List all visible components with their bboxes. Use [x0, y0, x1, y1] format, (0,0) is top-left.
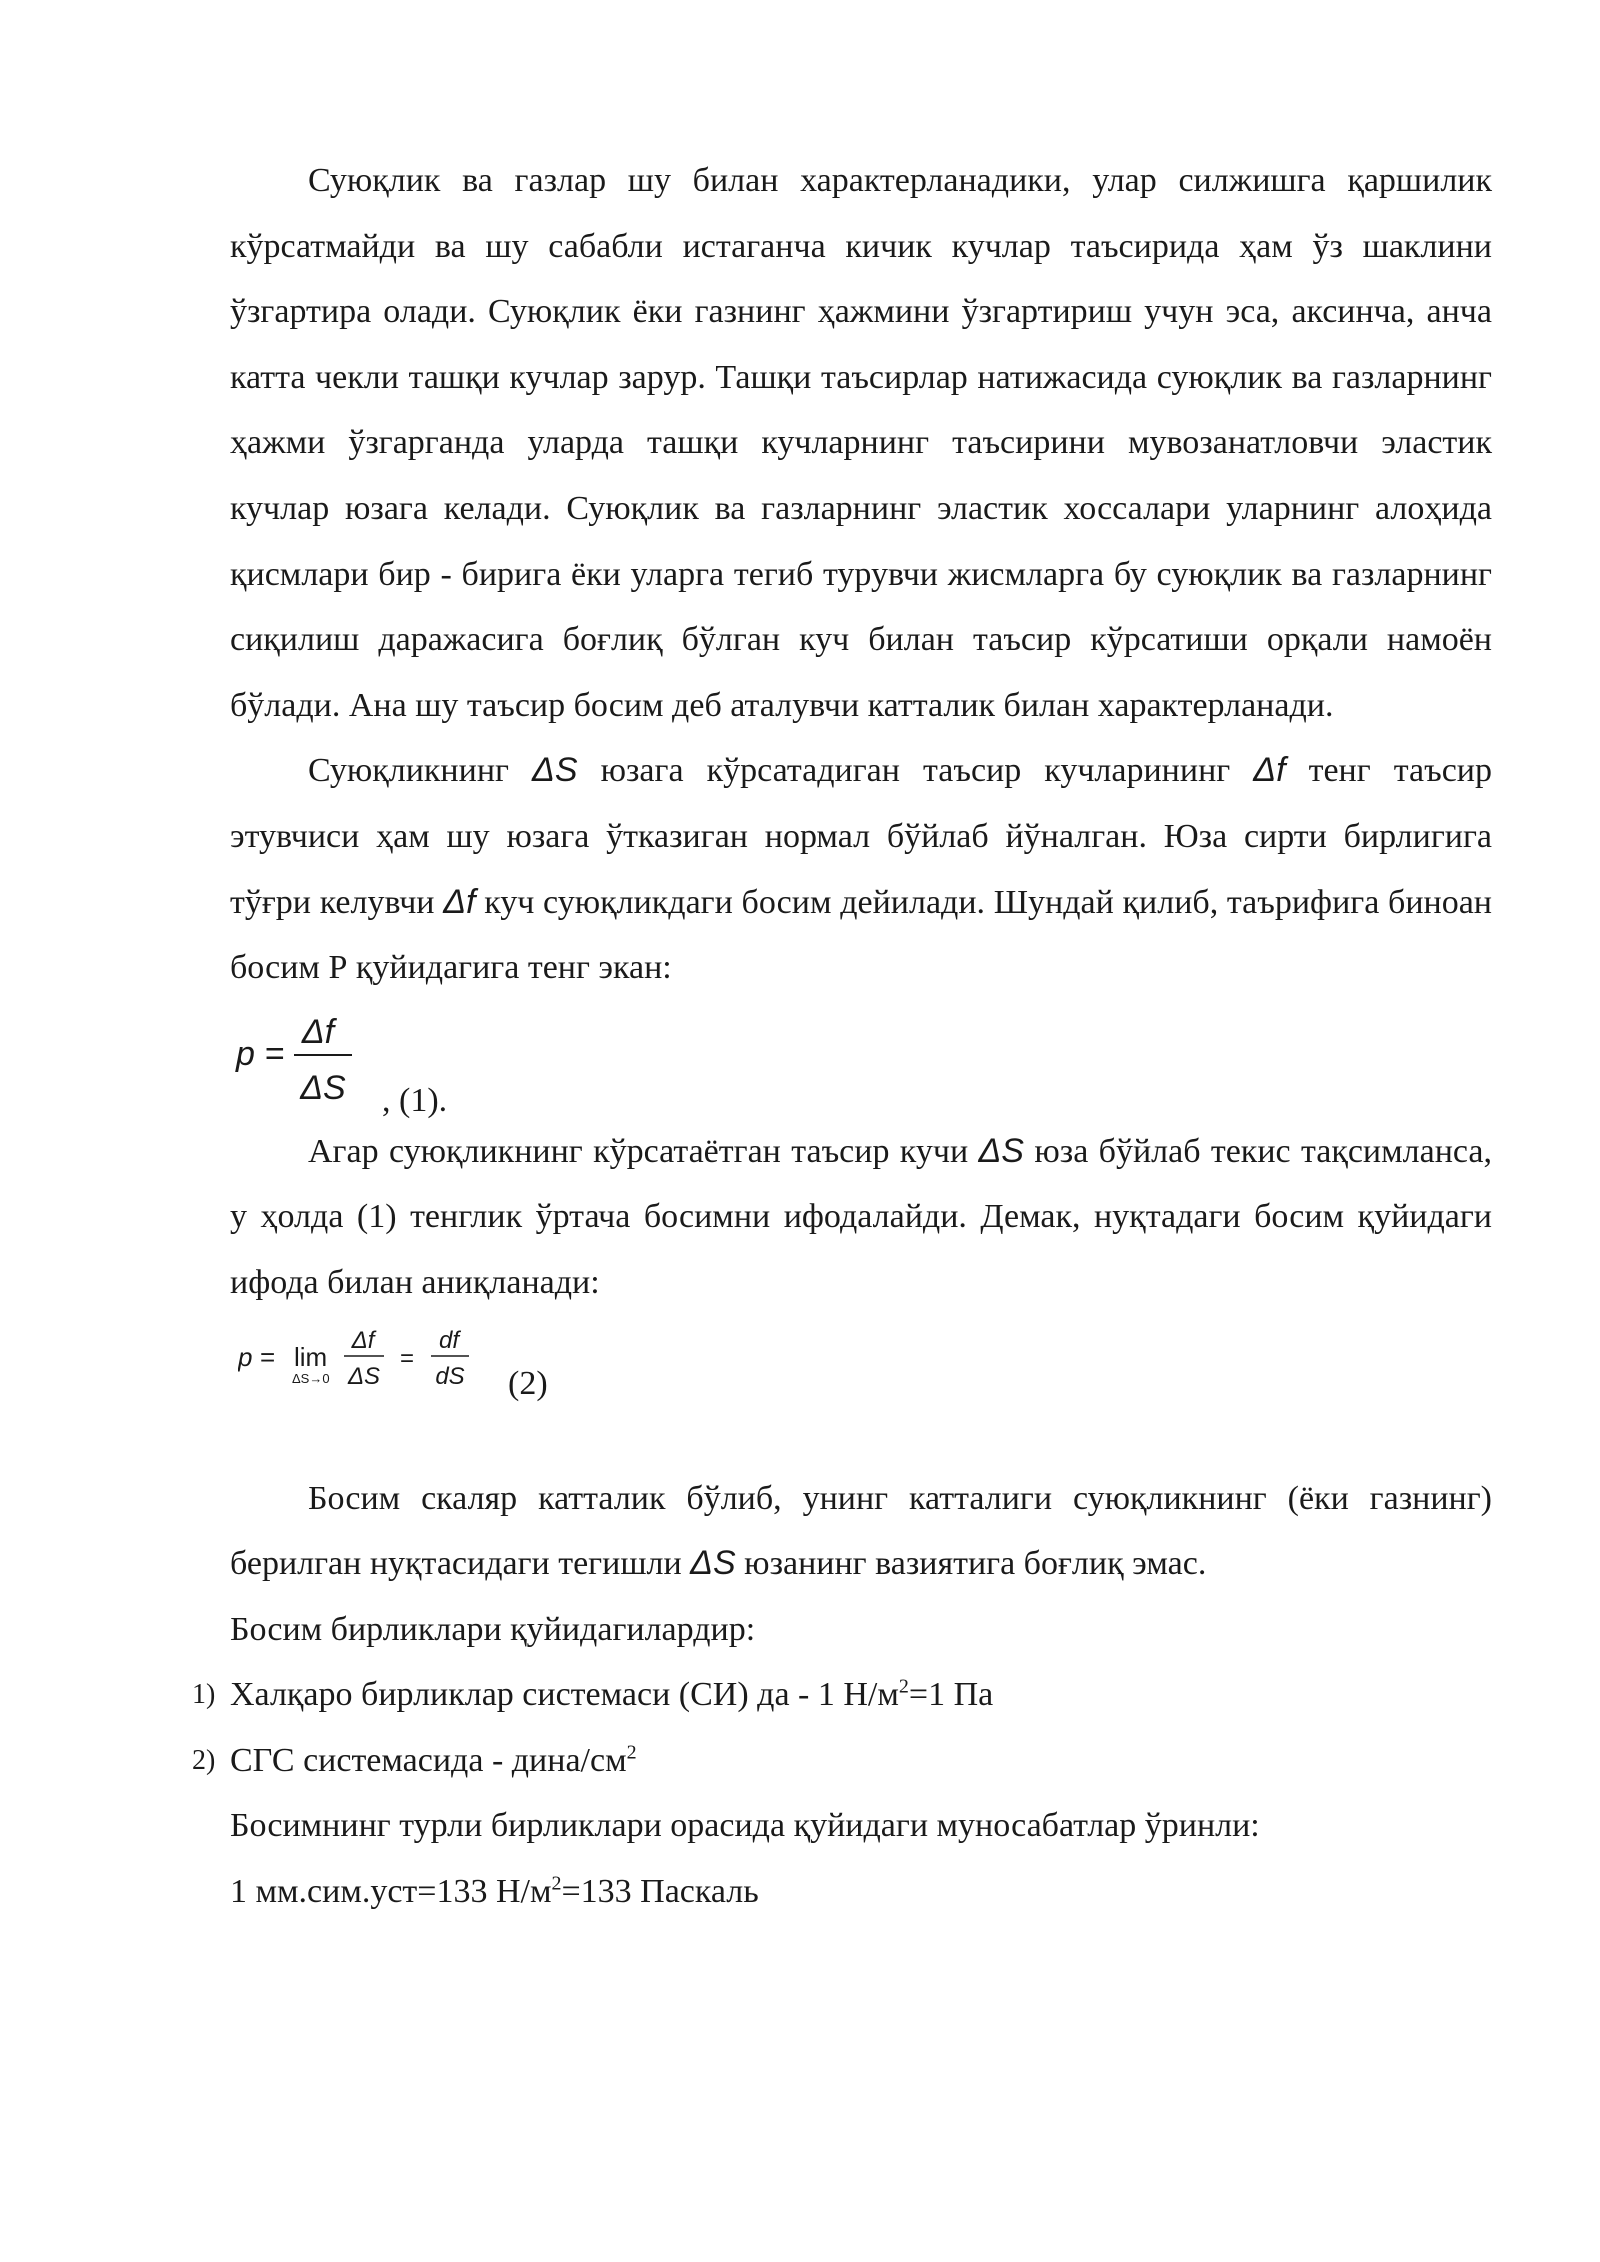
paragraph-average-pressure [230, 1119, 1492, 1316]
formula-1-number: , (1). [382, 1081, 448, 1119]
text-segment: тенг таъсир этувчиси ҳам шу юзага ўтказиган нормал бўйлаб йўналган. Юза сирти бирлигига тўғри келувчи [230, 752, 1492, 921]
formula-2 [230, 1316, 1492, 1438]
list-text-tail: =1 Па [908, 1676, 994, 1714]
lim-operator: lim [294, 1341, 328, 1372]
text-segment: юзанинг вазиятига боғлиқ эмас. [744, 1545, 1207, 1583]
list-number: 1) [192, 1679, 216, 1711]
formula-2-num1: Δf [351, 1326, 375, 1354]
formula-1 [230, 1001, 1492, 1119]
relation-tail: =133 Паскаль [561, 1873, 759, 1911]
superscript: 2 [898, 1675, 909, 1698]
document-body [192, 148, 1492, 1925]
paragraph-fluids-intro: Суюқлик ва газлар шу билан характерланадики, улар силжишга қаршилик кўрсатмайди ва шу сабабли истаганча кичик кучлар таъсирида ҳам ўз шаклини ўзгартира олади. Суюқлик ёки газнинг ҳажмини ўзгартириш учун эса, аксинча, анча катта чекли ташқи кучлар зарур. Ташқи таъсирлар натижасида суюқлик ва газларнинг ҳажми ўзгарганда уларда ташқи кучларнинг таъсирини мувозанатловчи эластик кучлар юзага келади. Суюқлик ва газларнинг эластик хоссалари уларнинг алоҳида қисмлари бир - бирига ёки уларга тегиб турувчи жисмларга бу суюқлик ва газларнинг сиқилиш даражасига боғлиқ бўлган куч билан таъсир кўрсатиши орқали намоён бўлади. Ана шу таъсир босим деб аталувчи катталик билан характерланади. [230, 162, 1492, 724]
relation-text: 1 мм.сим.уст=133 Н/м [230, 1873, 552, 1911]
formula-2-num2: df [438, 1326, 460, 1354]
delta-s-symbol: ΔS [532, 751, 578, 790]
list-item-si [192, 1662, 1492, 1728]
text-segment: юзага кўрсатадиган таъсир кучларининг [600, 752, 1231, 790]
superscript: 2 [626, 1741, 637, 1764]
paragraph-pressure-definition [230, 738, 1492, 1000]
list-text: Халқаро бирликлар системаси (СИ) да - 1 Н/м [230, 1676, 899, 1714]
formula-2-lhs: p = [238, 1341, 275, 1372]
relations-intro: Босимнинг турли бирликлари орасида қуйидаги муносабатлар ўринли: [230, 1807, 1260, 1845]
list-text: СГС системасида - дина/см [230, 1741, 627, 1779]
text-segment: Суюқликнинг [308, 752, 509, 790]
formula-2-image [238, 1316, 508, 1416]
units-intro: Босим бирликлари қуйидагилардир: [230, 1610, 756, 1648]
list-number: 2) [192, 1744, 216, 1776]
text-segment: куч суюқликдаги босим дейилади. Шундай қилиб, таърифига биноан босим Р қуйидагига тенг экан: [230, 883, 1492, 987]
list-item-cgs [192, 1728, 1492, 1794]
delta-f-symbol: Δf [1253, 751, 1286, 790]
paragraph-scalar-pressure [230, 1466, 1492, 1597]
text-segment: Босим скаляр катталик бўлиб, унинг катталиги суюқликнинг (ёки газнинг) берилган нуқтасидаги тегишли [230, 1479, 1492, 1583]
formula-2-number: (2) [508, 1364, 548, 1402]
formula-1-denominator: ΔS [300, 1068, 346, 1107]
text-segment: Агар суюқликнинг кўрсатаётган таъсир кучи [308, 1132, 969, 1170]
formula-1-numerator: Δf [301, 1012, 335, 1051]
delta-s-symbol: ΔS [690, 1544, 736, 1583]
formula-1-lhs: p = [236, 1034, 285, 1073]
delta-s-symbol: ΔS [978, 1131, 1024, 1170]
formula-2-den2: dS [435, 1362, 465, 1390]
text-segment: юза бўйлаб текис тақсимланса, у ҳолда (1) тенглик ўртача босимни ифодалайди. Демак, нуқтадаги босим қуйидаги ифода билан аниқланади: [230, 1132, 1492, 1301]
delta-f-symbol: Δf [443, 882, 476, 921]
formula-1-image [232, 1001, 382, 1119]
spacer [230, 1438, 1492, 1466]
lim-subscript: ΔS→0 [292, 1370, 330, 1386]
equals-sign: = [400, 1344, 415, 1372]
formula-2-den1: ΔS [347, 1362, 381, 1390]
relation-mmhg [230, 1859, 1492, 1925]
superscript: 2 [551, 1872, 562, 1895]
